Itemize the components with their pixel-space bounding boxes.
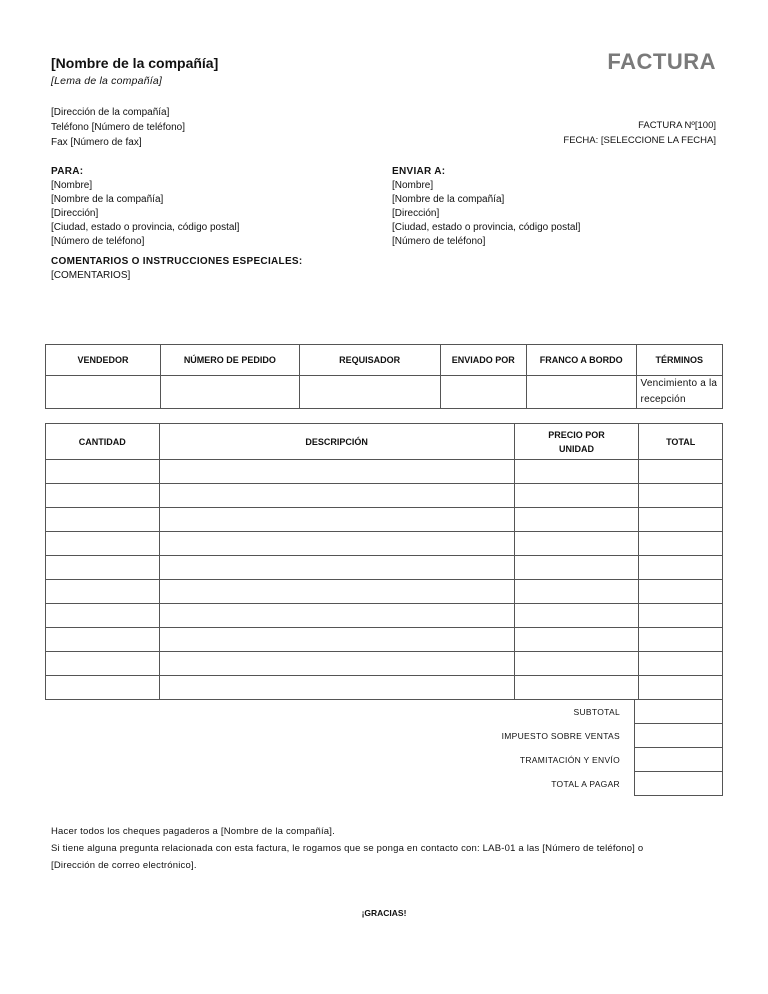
- company-name: [Nombre de la compañía]: [51, 55, 219, 71]
- bill-to-line: [Dirección]: [51, 208, 99, 219]
- quantity-cell[interactable]: [46, 484, 160, 508]
- total-cell[interactable]: [639, 604, 723, 628]
- invoice-date: FECHA: [SELECCIONE LA FECHA]: [563, 135, 716, 146]
- col-header-vendor: VENDEDOR: [46, 345, 161, 376]
- quantity-cell[interactable]: [46, 556, 160, 580]
- quantity-cell[interactable]: [46, 628, 160, 652]
- table-row: [46, 376, 723, 409]
- subtotal-value[interactable]: [635, 700, 723, 724]
- col-header-description: DESCRIPCIÓN: [159, 424, 514, 460]
- col-header-shipped-by: ENVIADO POR: [440, 345, 526, 376]
- total-cell[interactable]: [639, 652, 723, 676]
- quantity-cell[interactable]: [46, 508, 160, 532]
- company-fax: Fax [Número de fax]: [51, 137, 142, 148]
- order-info-table: [45, 344, 723, 409]
- quantity-cell[interactable]: [46, 460, 160, 484]
- tax-value[interactable]: [635, 724, 723, 748]
- comments-block: [51, 255, 303, 283]
- table-row: [46, 628, 723, 652]
- table-row: [46, 508, 723, 532]
- shipping-row: [45, 748, 723, 772]
- total-cell[interactable]: [639, 580, 723, 604]
- totals-table: [45, 699, 723, 796]
- unit-price-cell[interactable]: [514, 460, 639, 484]
- description-cell[interactable]: [159, 460, 514, 484]
- invoice-number: FACTURA Nº[100]: [638, 120, 716, 131]
- contact-note-line: [Dirección de correo electrónico].: [51, 860, 197, 871]
- document-title: FACTURA: [607, 49, 716, 74]
- unit-price-cell[interactable]: [514, 604, 639, 628]
- order-cell[interactable]: [299, 376, 440, 409]
- unit-price-cell[interactable]: [514, 484, 639, 508]
- company-address: [Dirección de la compañía]: [51, 107, 170, 118]
- shipping-value[interactable]: [635, 748, 723, 772]
- description-cell[interactable]: [159, 484, 514, 508]
- ship-to-line: [Dirección]: [392, 208, 440, 219]
- unit-price-cell[interactable]: [514, 652, 639, 676]
- unit-price-cell[interactable]: [514, 556, 639, 580]
- ship-to-block: [392, 165, 580, 249]
- company-phone: Teléfono [Número de teléfono]: [51, 122, 185, 133]
- ship-to-heading: ENVIAR A:: [392, 166, 446, 177]
- invoice-meta: [563, 118, 716, 148]
- table-row: [46, 604, 723, 628]
- description-cell[interactable]: [159, 604, 514, 628]
- description-cell[interactable]: [159, 532, 514, 556]
- shipping-label: TRAMITACIÓN Y ENVÍO: [519, 754, 620, 765]
- terms-value[interactable]: Vencimiento a la recepción: [636, 376, 722, 409]
- unit-price-cell[interactable]: [514, 508, 639, 532]
- description-cell[interactable]: [159, 628, 514, 652]
- total-cell[interactable]: [639, 532, 723, 556]
- bill-to-block: [51, 165, 239, 249]
- order-cell[interactable]: [526, 376, 636, 409]
- table-row: [46, 556, 723, 580]
- col-header-requisitioner: REQUISADOR: [299, 345, 440, 376]
- order-cell[interactable]: [46, 376, 161, 409]
- bill-to-heading: PARA:: [51, 166, 84, 177]
- ship-to-line: [Nombre]: [392, 180, 434, 191]
- description-cell[interactable]: [159, 508, 514, 532]
- thank-you-text: ¡GRACIAS!: [361, 908, 407, 918]
- col-header-quantity: CANTIDAD: [46, 424, 160, 460]
- comments-heading: COMENTARIOS O INSTRUCCIONES ESPECIALES:: [51, 256, 303, 267]
- items-table: [45, 423, 723, 700]
- table-row: [46, 652, 723, 676]
- table-row: [46, 460, 723, 484]
- ship-to-line: [Nombre de la compañía]: [392, 194, 505, 205]
- quantity-cell[interactable]: [46, 604, 160, 628]
- company-address-block: [51, 105, 185, 150]
- total-cell[interactable]: [639, 484, 723, 508]
- table-row: [46, 676, 723, 700]
- total-cell[interactable]: [639, 556, 723, 580]
- description-cell[interactable]: [159, 676, 514, 700]
- bill-to-line: [Nombre]: [51, 180, 93, 191]
- subtotal-label: SUBTOTAL: [573, 706, 620, 717]
- ship-to-line: [Ciudad, estado o provincia, código postal]: [392, 222, 581, 233]
- total-due-label: TOTAL A PAGAR: [551, 778, 620, 789]
- ship-to-line: [Número de teléfono]: [392, 236, 486, 247]
- col-header-fob: FRANCO A BORDO: [526, 345, 636, 376]
- table-row: [46, 532, 723, 556]
- bill-to-line: [Número de teléfono]: [51, 236, 145, 247]
- description-cell[interactable]: [159, 652, 514, 676]
- bill-to-line: [Ciudad, estado o provincia, código postal]: [51, 222, 240, 233]
- quantity-cell[interactable]: [46, 580, 160, 604]
- unit-price-cell[interactable]: [514, 676, 639, 700]
- comments-value: [COMENTARIOS]: [51, 270, 131, 281]
- subtotal-row: [45, 700, 723, 724]
- quantity-cell[interactable]: [46, 532, 160, 556]
- contact-note-line: Si tiene alguna pregunta relacionada con esta factura, le rogamos que se ponga en contacto con: LAB-01 a las [Número de teléfono] o: [51, 843, 644, 854]
- col-header-unit-price: PRECIO POR UNIDAD: [514, 424, 639, 460]
- unit-price-cell[interactable]: [514, 580, 639, 604]
- col-header-total: TOTAL: [639, 424, 723, 460]
- total-cell[interactable]: [639, 460, 723, 484]
- total-cell[interactable]: [639, 676, 723, 700]
- company-tagline: [Lema de la compañía]: [51, 75, 163, 87]
- tax-row: [45, 724, 723, 748]
- total-due-value[interactable]: [635, 772, 723, 796]
- table-row: [46, 484, 723, 508]
- tax-label: IMPUESTO SOBRE VENTAS: [501, 730, 620, 741]
- table-row: [46, 580, 723, 604]
- total-cell[interactable]: [639, 508, 723, 532]
- description-cell[interactable]: [159, 580, 514, 604]
- quantity-cell[interactable]: [46, 676, 160, 700]
- quantity-cell[interactable]: [46, 652, 160, 676]
- order-cell[interactable]: [440, 376, 526, 409]
- description-cell[interactable]: [159, 556, 514, 580]
- total-cell[interactable]: [639, 628, 723, 652]
- col-header-order-number: NÚMERO DE PEDIDO: [160, 345, 299, 376]
- unit-price-cell[interactable]: [514, 628, 639, 652]
- bill-to-line: [Nombre de la compañía]: [51, 194, 164, 205]
- unit-price-cell[interactable]: [514, 532, 639, 556]
- order-cell[interactable]: [160, 376, 299, 409]
- total-due-row: [45, 772, 723, 796]
- col-header-terms: TÉRMINOS: [636, 345, 722, 376]
- payment-note: [51, 823, 643, 874]
- payment-note-line: Hacer todos los cheques pagaderos a [Nombre de la compañía].: [51, 826, 335, 837]
